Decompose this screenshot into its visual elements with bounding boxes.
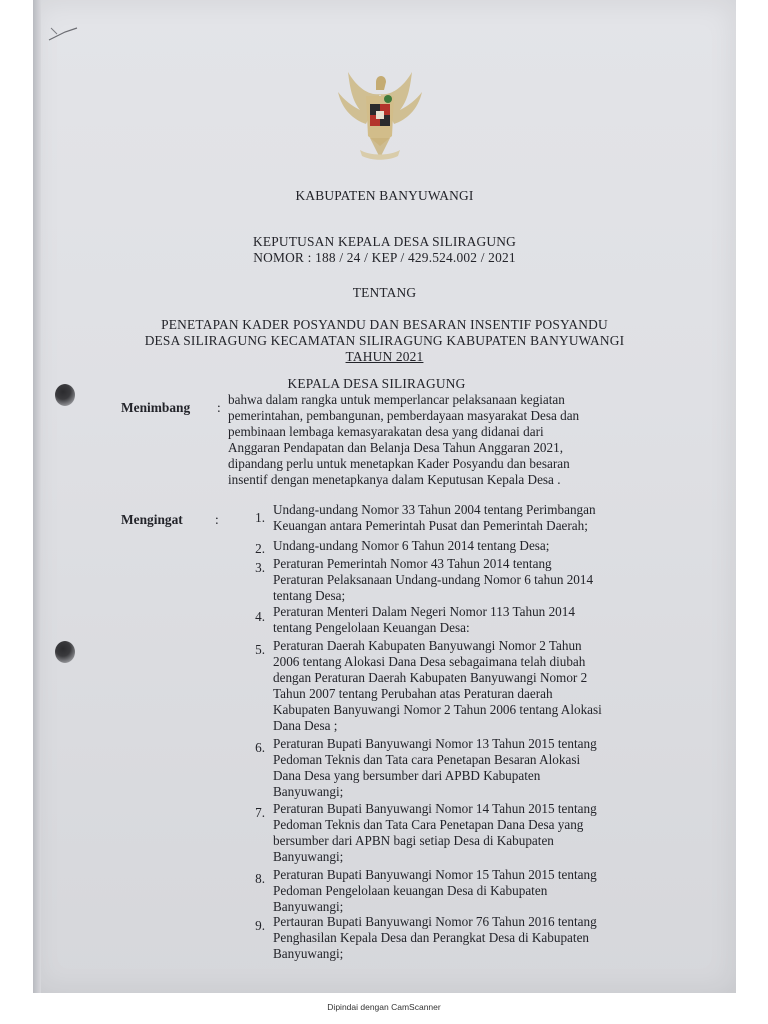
list-item-line: Peraturan Daerah Kabupaten Banyuwangi Nomor 2 Tahun	[273, 638, 582, 653]
menimbang-line: pembinaan lembaga kemasyarakatan desa yang didanai dari	[228, 424, 544, 439]
punch-hole	[55, 384, 75, 406]
list-item-line: Dana Desa yang bersumber dari APBD Kabupaten	[273, 768, 541, 783]
punch-hole	[55, 641, 75, 663]
list-item-line: Peraturan Bupati Banyuwangi Nomor 14 Tahun 2015 tentang	[273, 801, 597, 816]
list-item-line: Undang-undang Nomor 33 Tahun 2004 tentang Perimbangan	[273, 502, 596, 517]
list-item-number: 8.	[255, 871, 265, 886]
list-item-line: Pedoman Teknis dan Tata cara Penetapan Besaran Alokasi	[273, 752, 581, 767]
menimbang-line: insentif dengan menetapkanya dalam Keputusan Kepala Desa .	[228, 472, 561, 487]
menimbang-colon: :	[217, 400, 221, 415]
list-item-line: Penghasilan Kepala Desa dan Perangkat Desa di Kabupaten	[273, 930, 590, 945]
subject-line-1: PENETAPAN KADER POSYANDU DAN BESARAN INSENTIF POSYANDU	[161, 317, 608, 332]
page-edge-shadow	[33, 0, 41, 993]
list-item-line: Banyuwangi;	[273, 946, 344, 961]
list-item-number: 6.	[255, 740, 265, 755]
menimbang-line: Anggaran Pendapatan dan Belanja Desa Tahun Anggaran 2021,	[228, 440, 564, 455]
subject-line-2: DESA SILIRAGUNG KECAMATAN SILIRAGUNG KABUPATEN BANYUWANGI	[144, 333, 625, 348]
scanned-document-page	[33, 0, 736, 993]
list-item-line: Banyuwangi;	[273, 849, 344, 864]
list-item-line: dengan Peraturan Daerah Kabupaten Banyuwangi Nomor 2	[273, 670, 588, 685]
decree-title: KEPUTUSAN KEPALA DESA SILIRAGUNG	[253, 234, 516, 249]
list-item-line: Undang-undang Nomor 6 Tahun 2014 tentang Desa;	[273, 538, 550, 553]
list-item-line: Pedoman Teknis dan Tata Cara Penetapan Dana Desa yang	[273, 817, 584, 832]
list-item-line: Tahun 2007 tentang Perubahan atas Peraturan daerah	[273, 686, 553, 701]
issuer-heading: KEPALA DESA SILIRAGUNG	[287, 376, 466, 391]
list-item-line: Peraturan Menteri Dalam Negeri Nomor 113 Tahun 2014	[273, 604, 575, 619]
menimbang-line: bahwa dalam rangka untuk memperlancar pelaksanaan kegiatan	[228, 392, 565, 407]
menimbang-label: Menimbang	[121, 400, 191, 415]
decree-number: NOMOR : 188 / 24 / KEP / 429.524.002 / 2021	[253, 250, 516, 265]
mengingat-label: Mengingat	[121, 512, 183, 527]
regency-heading: KABUPATEN BANYUWANGI	[295, 188, 474, 203]
list-item-line: bersumber dari APBN bagi setiap Desa di Kabupaten	[273, 833, 554, 848]
scanner-watermark: Dipindai dengan CamScanner	[327, 1002, 441, 1012]
mengingat-colon: :	[215, 512, 219, 527]
list-item-line: Pedoman Pengelolaan keuangan Desa di Kabupaten	[273, 883, 548, 898]
about-heading: TENTANG	[352, 285, 417, 300]
list-item-line: Dana Desa ;	[273, 718, 338, 733]
menimbang-line: dipandang perlu untuk menetapkan Kader Posyandu dan besaran	[228, 456, 570, 471]
menimbang-line: pemerintahan, pembangunan, pemberdayaan masyarakat Desa dan	[228, 408, 580, 423]
list-item-number: 2.	[255, 541, 265, 556]
list-item-number: 7.	[255, 805, 265, 820]
list-item-line: 2006 tentang Alokasi Dana Desa sebagaimana telah diubah	[273, 654, 586, 669]
list-item-number: 4.	[255, 609, 265, 624]
list-item-line: Banyuwangi;	[273, 784, 344, 799]
list-item-line: tentang Desa;	[273, 588, 346, 603]
pen-mark-icon	[47, 18, 87, 48]
list-item-line: Keuangan antara Pemerintah Pusat dan Pemerintah Daerah;	[273, 518, 588, 533]
subject-line-3: TAHUN 2021	[345, 349, 424, 364]
list-item-line: Kabupaten Banyuwangi Nomor 2 Tahun 2006 tentang Alokasi	[273, 702, 602, 717]
list-item-number: 5.	[255, 642, 265, 657]
list-item-line: Peraturan Bupati Banyuwangi Nomor 13 Tahun 2015 tentang	[273, 736, 597, 751]
list-item-line: tentang Pengelolaan Keuangan Desa:	[273, 620, 470, 635]
list-item-line: Peraturan Pemerintah Nomor 43 Tahun 2014 tentang	[273, 556, 552, 571]
garuda-pancasila-emblem-icon	[330, 66, 430, 168]
list-item-line: Banyuwangi;	[273, 899, 344, 914]
list-item-line: Pertauran Bupati Banyuwangi Nomor 76 Tahun 2016 tentang	[273, 914, 597, 929]
list-item-number: 1.	[255, 510, 265, 525]
list-item-line: Peraturan Pelaksanaan Undang-undang Nomor 6 tahun 2014	[273, 572, 594, 587]
list-item-number: 9.	[255, 918, 265, 933]
list-item-number: 3.	[255, 560, 265, 575]
list-item-line: Peraturan Bupati Banyuwangi Nomor 15 Tahun 2015 tentang	[273, 867, 597, 882]
